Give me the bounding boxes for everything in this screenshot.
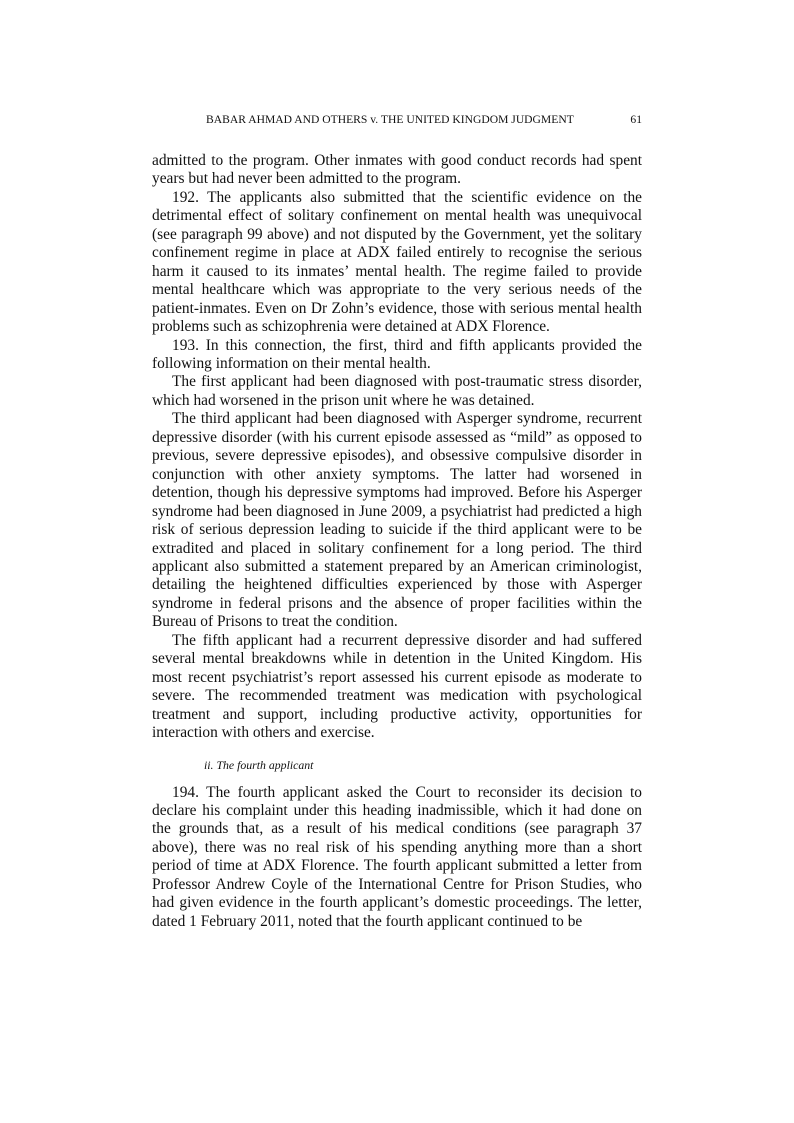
paragraph-193: 193. In this connection, the first, third and fifth applicants provided the following information on their mental health.	[152, 336, 642, 372]
document-body	[152, 152, 642, 931]
paragraph-first-applicant: The first applicant had been diagnosed with post-traumatic stress disorder, which had worsened in the prison unit where he was detained.	[152, 373, 642, 409]
running-header	[152, 113, 642, 129]
paragraph-fifth-applicant: The fifth applicant had a recurrent depressive disorder and had suffered several mental breakdowns while in detention in the United Kingdom. His most recent psychiatrist’s report assessed his current episode as moderate to severe. The recommended treatment was medication with psychological treatment and support, including productive activity, opportunities for interaction with others and exercise.	[152, 631, 642, 742]
page-number: 61	[630, 113, 642, 126]
paragraph-third-applicant: The third applicant had been diagnosed with Asperger syndrome, recurrent depressive disorder (with his current episode assessed as “mild” as opposed to previous, severe depressive episodes), and obsessive compulsive disorder in conjunction with other anxiety symptoms. The latter had worsened in detention, though his depressive symptoms had improved. Before his Asperger syndrome had been diagnosed in June 2009, a psychiatrist had predicted a high risk of serious depression leading to suicide if the third applicant were to be extradited and placed in solitary confinement for a long period. The third applicant also submitted a statement prepared by an American criminologist, detailing the heightened difficulties experienced by those with Asperger syndrome in federal prisons and the absence of proper facilities within the Bureau of Prisons to treat the condition.	[152, 410, 642, 631]
running-header-title: BABAR AHMAD AND OTHERS v. THE UNITED KINGDOM JUDGMENT	[206, 113, 574, 126]
paragraph-continuation: admitted to the program. Other inmates with good conduct records had spent years but had never been admitted to the program.	[152, 152, 642, 188]
paragraph-194: 194. The fourth applicant asked the Court to reconsider its decision to declare his complaint under this heading inadmissible, which it had done on the grounds that, as a result of his medical conditions (see paragraph 37 above), there was no real risk of his spending anything more than a short period of time at ADX Florence. The fourth applicant submitted a letter from Professor Andrew Coyle of the International Centre for Prison Studies, who had given evidence in the fourth applicant’s domestic proceedings. The letter, dated 1 February 2011, noted that the fourth applicant continued to be	[152, 783, 642, 930]
paragraph-192: 192. The applicants also submitted that the scientific evidence on the detrimental effect of solitary confinement on mental health was unequivocal (see paragraph 99 above) and not disputed by the Government, yet the solitary confinement regime in place at ADX failed entirely to recognise the serious harm it caused to its inmates’ mental health. The regime failed to provide mental healthcare which was appropriate to the very serious needs of the patient-inmates. Even on Dr Zohn’s evidence, those with serious mental health problems such as schizophrenia were detained at ADX Florence.	[152, 188, 642, 336]
section-subheading: ii. The fourth applicant	[204, 757, 314, 772]
